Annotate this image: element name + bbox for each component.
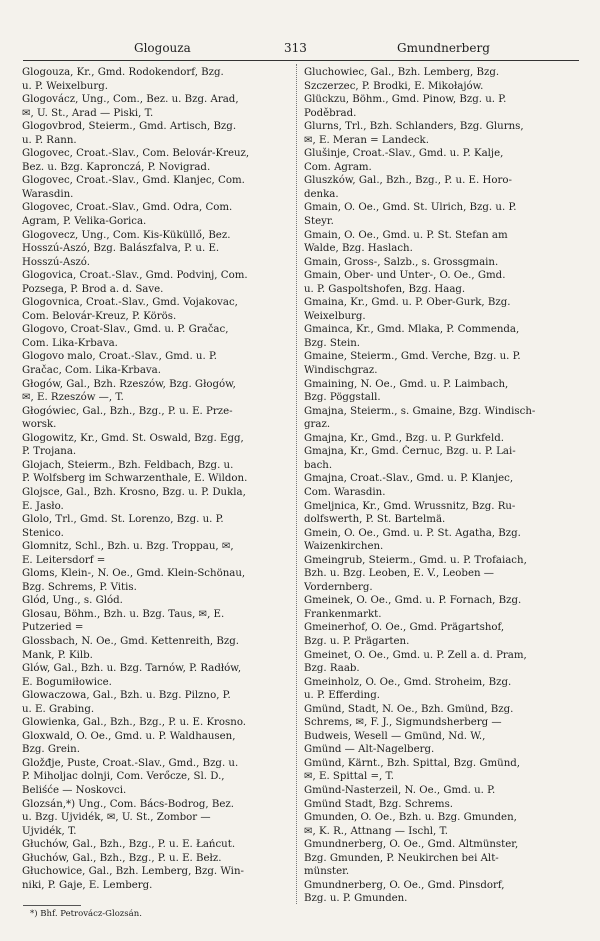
entry-line: Bzg. Gmunden, P. Neukirchen bei Alt-	[304, 852, 499, 864]
entry-line: bach.	[304, 459, 333, 471]
entry-line: Szczerzec, P. Brodki, E. Mikołajów.	[304, 80, 484, 92]
header-rule	[23, 60, 579, 61]
entry-line: Bzg. Schrems, P. Vitis.	[22, 581, 137, 593]
entry-line: Gmain, O. Oe., Gmd. St. Ulrich, Bzg. u. P.	[304, 202, 517, 214]
entry-line: Beliśće — Noskovci.	[22, 784, 127, 796]
gazetteer-entry	[22, 838, 290, 852]
gazetteer-entry	[22, 93, 290, 120]
gazetteer-entry	[304, 527, 572, 554]
entry-line: Bzg. Grein.	[22, 744, 80, 756]
gazetteer-entry	[304, 649, 572, 676]
entry-line: Com. Agram.	[304, 161, 372, 173]
gazetteer-entry	[22, 459, 290, 486]
entry-line: Glossbach, N. Oe., Gmd. Kettenreith, Bzg.	[22, 635, 240, 647]
entry-line: Agram, P. Velika-Gorica.	[22, 216, 147, 228]
entry-line: dolfswerth, P. St. Bartelmä.	[304, 514, 446, 526]
gazetteer-entry	[22, 757, 290, 798]
gazetteer-entry	[22, 567, 290, 594]
gazetteer-entry	[304, 229, 572, 256]
page-number: 313	[284, 41, 307, 55]
running-header	[24, 40, 576, 56]
entry-line: Gmünd, Stadt, N. Oe., Bzh. Gmünd, Bzg.	[304, 703, 514, 715]
entry-line: Gluchowiec, Gal., Bzh. Lemberg, Bzg.	[304, 67, 500, 78]
entry-line: Glogouza, Kr., Gmd. Rodokendorf, Bzg.	[22, 67, 224, 78]
footnote-rule	[23, 905, 81, 906]
gazetteer-entry	[22, 865, 290, 892]
entry-line: Gmain, Gross-, Salzb., s. Grossgmain.	[304, 256, 499, 268]
entry-line: Gloxwald, O. Oe., Gmd. u. P. Waldhausen,	[22, 730, 236, 742]
gazetteer-entry	[22, 120, 290, 147]
entry-line: Glogovbrod, Steierm., Gmd. Artisch, Bzg.	[22, 121, 237, 133]
entry-line: Glogovecz, Ung., Com. Kis-Küküllő, Bez.	[22, 229, 231, 241]
entry-line: E. Bogumiłowice.	[22, 676, 112, 688]
entry-line: Waizenkirchen.	[304, 541, 384, 553]
gazetteer-entry	[304, 296, 572, 323]
entry-line: Glogovec, Croat.-Slav., Gmd. Odra, Com.	[22, 202, 233, 214]
gazetteer-entry	[22, 730, 290, 757]
gazetteer-entry	[22, 608, 290, 635]
gazetteer-entry	[304, 472, 572, 499]
entry-line: Com. Lika-Krbava.	[22, 337, 118, 349]
entry-line: Gmeingrub, Steierm., Gmd. u. P. Trofaiach,	[304, 554, 527, 566]
entry-line: Warasdin.	[22, 188, 74, 200]
entry-line: Mank, P. Kilb.	[22, 649, 93, 661]
entry-line: Glosau, Böhm., Bzh. u. Bzg. Taus, ✉, E.	[22, 608, 225, 620]
header-left-keyword: Glogouza	[134, 41, 191, 55]
entry-line: ✉, E. Spittal =, T.	[304, 771, 394, 783]
gazetteer-entry	[22, 269, 290, 296]
gazetteer-entry	[304, 432, 572, 446]
entry-line: Glogovácz, Ung., Com., Bez. u. Bzg. Arad,	[22, 94, 239, 106]
entry-line: Głogów, Gal., Bzh. Rzeszów, Bzg. Głogów,	[22, 378, 236, 390]
entry-line: Gmajna, Steierm., s. Gmaine, Bzg. Windisch-	[304, 405, 536, 417]
entry-line: E. Leitersdorf =	[22, 554, 106, 566]
entry-line: Glód, Ung., s. Glód.	[22, 595, 123, 607]
entry-line: Gmunden, O. Oe., Bzh. u. Bzg. Gmunden,	[304, 812, 517, 824]
entry-line: Gmundnerberg, O. Oe., Gmd. Altmünster,	[304, 839, 519, 851]
gazetteer-entry	[22, 147, 290, 174]
gazetteer-entry	[304, 621, 572, 648]
entry-line: Vordernberg.	[304, 581, 373, 593]
entry-line: münster.	[304, 866, 350, 878]
entry-line: u. P. Efferding.	[304, 690, 380, 702]
gazetteer-entry	[304, 445, 572, 472]
gazetteer-entry	[304, 323, 572, 350]
entry-line: Gmeljnica, Kr., Gmd. Wrussnitz, Bzg. Ru-	[304, 500, 516, 512]
entry-line: Poděbrad.	[304, 107, 357, 119]
footnote: *) Bhf. Petrovácz-Glozsán.	[30, 909, 142, 919]
gazetteer-entry	[22, 513, 290, 540]
entry-line: ✉, E. Meran = Landeck.	[304, 134, 429, 146]
entry-line: Glückzu, Böhm., Gmd. Pinow, Bzg. u. P.	[304, 94, 507, 106]
entry-line: denka.	[304, 188, 339, 200]
entry-line: Gmainca, Kr., Gmd. Mlaka, P. Commenda,	[304, 324, 520, 336]
gazetteer-entry	[22, 852, 290, 866]
entry-line: u. P. Gaspoltshofen, Bzg. Haag.	[304, 283, 466, 295]
entry-line: Bzh. u. Bzg. Leoben, E. V., Leoben —	[304, 568, 494, 580]
entry-line: Glogovnica, Croat.-Slav., Gmd. Vojakovac,	[22, 297, 238, 309]
entry-line: Com. Warasdin.	[304, 486, 386, 498]
entry-line: Gluszków, Gal., Bzh., Bzg., P. u. E. Horo-	[304, 175, 512, 187]
entry-line: Gmeinek, O. Oe., Gmd. u. P. Fornach, Bzg.	[304, 595, 522, 607]
entry-line: Gmeinerhof, O. Oe., Gmd. Prägartshof,	[304, 622, 505, 634]
gazetteer-entry	[304, 811, 572, 838]
gazetteer-entry	[22, 594, 290, 608]
gazetteer-entry	[304, 405, 572, 432]
entry-line: Głuchów, Gal., Bzh., Bzg., P. u. E. Łańcut.	[22, 839, 236, 851]
entry-line: Schrems, ✉, F. J., Sigmundsherberg —	[304, 717, 502, 729]
entry-line: Gmünd, Kärnt., Bzh. Spittal, Bzg. Gmünd,	[304, 757, 521, 769]
entry-line: Putzeried =	[22, 622, 84, 634]
right-column	[304, 66, 572, 906]
gazetteer-entry	[304, 378, 572, 405]
entry-line: niki, P. Gaje, E. Lemberg.	[22, 879, 153, 891]
gazetteer-entry	[22, 662, 290, 689]
entry-line: Glojach, Steierm., Bzh. Feldbach, Bzg. u.	[22, 459, 234, 471]
left-column	[22, 66, 290, 892]
entry-line: Gmünd Stadt, Bzg. Schrems.	[304, 798, 454, 810]
gazetteer-entry	[304, 784, 572, 811]
gazetteer-entry	[304, 554, 572, 595]
entry-line: Gmain, O. Oe., Gmd. u. P. St. Stefan am	[304, 229, 508, 241]
entry-line: Gmeinholz, O. Oe., Gmd. Stroheim, Bzg.	[304, 676, 512, 688]
gazetteer-entry	[22, 716, 290, 730]
entry-line: Gmaine, Steierm., Gmd. Verche, Bzg. u. P.	[304, 351, 521, 363]
entry-line: u. P. Weixelburg.	[22, 80, 108, 92]
entry-line: Gloms, Klein-, N. Oe., Gmd. Klein-Schönau,	[22, 568, 246, 580]
entry-line: Weixelburg.	[304, 310, 366, 322]
entry-line: Gmaina, Kr., Gmd. u. P. Ober-Gurk, Bzg.	[304, 297, 511, 309]
entry-line: u. Bzg. Ujvidék, ✉, U. St., Zombor —	[22, 812, 211, 824]
entry-line: Budweis, Wesell — Gmünd, Nd. W.,	[304, 730, 486, 742]
gazetteer-entry	[304, 201, 572, 228]
entry-line: Bez. u. Bzg. Kapronczá, P. Novigrad.	[22, 161, 211, 173]
gazetteer-entry	[304, 93, 572, 120]
gazetteer-entry	[304, 676, 572, 703]
entry-line: Gmünd-Nasterzeil, N. Oe., Gmd. u. P.	[304, 784, 496, 796]
gazetteer-entry	[22, 540, 290, 567]
entry-line: E. Jasło.	[22, 500, 64, 512]
entry-line: Gmein, O. Oe., Gmd. u. P. St. Agatha, Bzg.	[304, 527, 521, 539]
gazetteer-entry	[304, 256, 572, 270]
entry-line: Bzg. Stein.	[304, 337, 361, 349]
entry-line: Glozsán,*) Ung., Com. Bács-Bodrog, Bez.	[22, 798, 234, 810]
entry-line: Glojsce, Gal., Bzh. Krosno, Bzg. u. P. Dukla,	[22, 486, 246, 498]
entry-line: Bzg. Pöggstall.	[304, 392, 381, 404]
entry-line: Com. Belovár-Kreuz, P. Körös.	[22, 310, 177, 322]
entry-line: Frankenmarkt.	[304, 608, 382, 620]
entry-line: Glów, Gal., Bzh. u. Bzg. Tarnów, P. Radłów,	[22, 663, 242, 675]
gazetteer-entry	[22, 378, 290, 405]
gazetteer-entry	[304, 500, 572, 527]
entry-line: Walde, Bzg. Haslach.	[304, 243, 413, 255]
entry-line: Hosszú-Aszó.	[22, 256, 90, 268]
entry-line: Glogovec, Croat.-Slav., Com. Belovár-Kreuz,	[22, 148, 250, 160]
entry-line: Bzg. Raab.	[304, 663, 360, 675]
gazetteer-entry	[22, 323, 290, 350]
entry-line: Bzg. u. P. Gmunden.	[304, 893, 408, 905]
gazetteer-entry	[22, 432, 290, 459]
gazetteer-entry	[22, 350, 290, 377]
entry-line: Bzg. u. P. Prägarten.	[304, 635, 410, 647]
gazetteer-entry	[304, 703, 572, 757]
entry-line: Glowienka, Gal., Bzh., Bzg., P. u. E. Krosno.	[22, 717, 247, 729]
entry-line: Ujvidék, T.	[22, 825, 77, 837]
entry-line: Gložđje, Puste, Croat.-Slav., Gmd., Bzg. u.	[22, 757, 239, 769]
entry-line: Stenico.	[22, 527, 64, 539]
entry-line: u. E. Grabing.	[22, 703, 95, 715]
gazetteer-entry	[304, 350, 572, 377]
entry-line: Glogovo malo, Croat.-Slav., Gmd. u. P.	[22, 351, 217, 363]
entry-line: Gmain, Ober- und Unter-, O. Oe., Gmd.	[304, 270, 506, 282]
entry-line: Gmeinet, O. Oe., Gmd. u. P. Zell a. d. Pram,	[304, 649, 527, 661]
entry-line: Gmaining, N. Oe., Gmd. u. P. Laimbach,	[304, 378, 509, 390]
entry-line: Głogówiec, Gal., Bzh., Bzg., P. u. E. Prze-	[22, 405, 233, 417]
entry-line: Glowaczowa, Gal., Bzh. u. Bzg. Pilzno, P.	[22, 690, 231, 702]
entry-line: Gračac, Com. Lika-Krbava.	[22, 365, 161, 377]
entry-line: Glogowitz, Kr., Gmd. St. Oswald, Bzg. Egg,	[22, 432, 244, 444]
entry-line: Gmajna, Croat.-Slav., Gmd. u. P. Klanjec,	[304, 473, 514, 485]
gazetteer-entry	[22, 296, 290, 323]
entry-line: Gmajna, Kr., Gmd. Černuc, Bzg. u. P. Lai-	[304, 446, 516, 458]
entry-line: u. P. Rann.	[22, 134, 77, 146]
entry-line: Glurns, Trl., Bzh. Schlanders, Bzg. Glurns,	[304, 121, 524, 133]
header-right-keyword: Gmundnerberg	[397, 41, 490, 55]
entry-line: P. Trojana.	[22, 446, 77, 458]
entry-line: Głuchów, Gal., Bzh., Bzg., P. u. E. Bełz.	[22, 852, 222, 864]
gazetteer-entry	[304, 269, 572, 296]
gazetteer-entry	[304, 147, 572, 174]
entry-line: graz.	[304, 419, 331, 431]
gazetteer-entry	[22, 405, 290, 432]
entry-line: Pozsega, P. Brod a. d. Save.	[22, 283, 164, 295]
entry-line: Glogovica, Croat.-Slav., Gmd. Podvinj, Com.	[22, 270, 248, 282]
gazetteer-entry	[304, 174, 572, 201]
gazetteer-entry	[304, 66, 572, 93]
entry-line: Glolo, Trl., Gmd. St. Lorenzo, Bzg. u. P.	[22, 514, 224, 526]
entry-line: Gmünd — Alt-Nagelberg.	[304, 744, 435, 756]
entry-line: Głuchowice, Gal., Bzh. Lemberg, Bzg. Win-	[22, 866, 244, 878]
gazetteer-entry	[304, 757, 572, 784]
entry-line: ✉, E. Rzeszów —, T.	[22, 392, 124, 404]
gazetteer-entry	[304, 879, 572, 906]
entry-line: Glogovec, Croat.-Slav., Gmd. Klanjec, Com.	[22, 175, 245, 187]
gazetteer-entry	[22, 689, 290, 716]
entry-line: Glogovo, Croat-Slav., Gmd. u. P. Gračac,	[22, 324, 229, 336]
gazetteer-entry	[22, 174, 290, 201]
gazetteer-entry	[22, 798, 290, 839]
entry-line: Windischgraz.	[304, 365, 378, 377]
entry-line: Gmajna, Kr., Gmd., Bzg. u. P. Gurkfeld.	[304, 432, 504, 444]
gazetteer-entry	[22, 201, 290, 228]
gazetteer-entry	[304, 120, 572, 147]
gazetteer-entry	[304, 594, 572, 621]
gazetteer-entry	[22, 635, 290, 662]
entry-line: Gmundnerberg, O. Oe., Gmd. Pinsdorf,	[304, 879, 505, 891]
column-divider	[296, 64, 297, 904]
gazetteer-entry	[22, 66, 290, 93]
gazetteer-entry	[304, 838, 572, 879]
entry-line: Hosszú-Aszó, Bzg. Balászfalva, P. u. E.	[22, 243, 220, 255]
entry-line: P. Miholjac dolnji, Com. Verőcze, Sl. D.,	[22, 771, 225, 783]
gazetteer-entry	[22, 229, 290, 270]
entry-line: worsk.	[22, 419, 57, 431]
entry-line: Glomnitz, Schl., Bzh. u. Bzg. Troppau, ✉,	[22, 541, 234, 553]
entry-line: Glušinje, Croat.-Slav., Gmd. u. P. Kalje,	[304, 148, 504, 160]
entry-line: ✉, K. R., Attnang — Ischl, T.	[304, 825, 449, 837]
entry-line: ✉, U. St., Arad — Piski, T.	[22, 107, 154, 119]
gazetteer-entry	[22, 486, 290, 513]
entry-line: Steyr.	[304, 216, 334, 228]
entry-line: P. Wolfsberg im Schwarzenthale, E. Wildon.	[22, 473, 248, 485]
